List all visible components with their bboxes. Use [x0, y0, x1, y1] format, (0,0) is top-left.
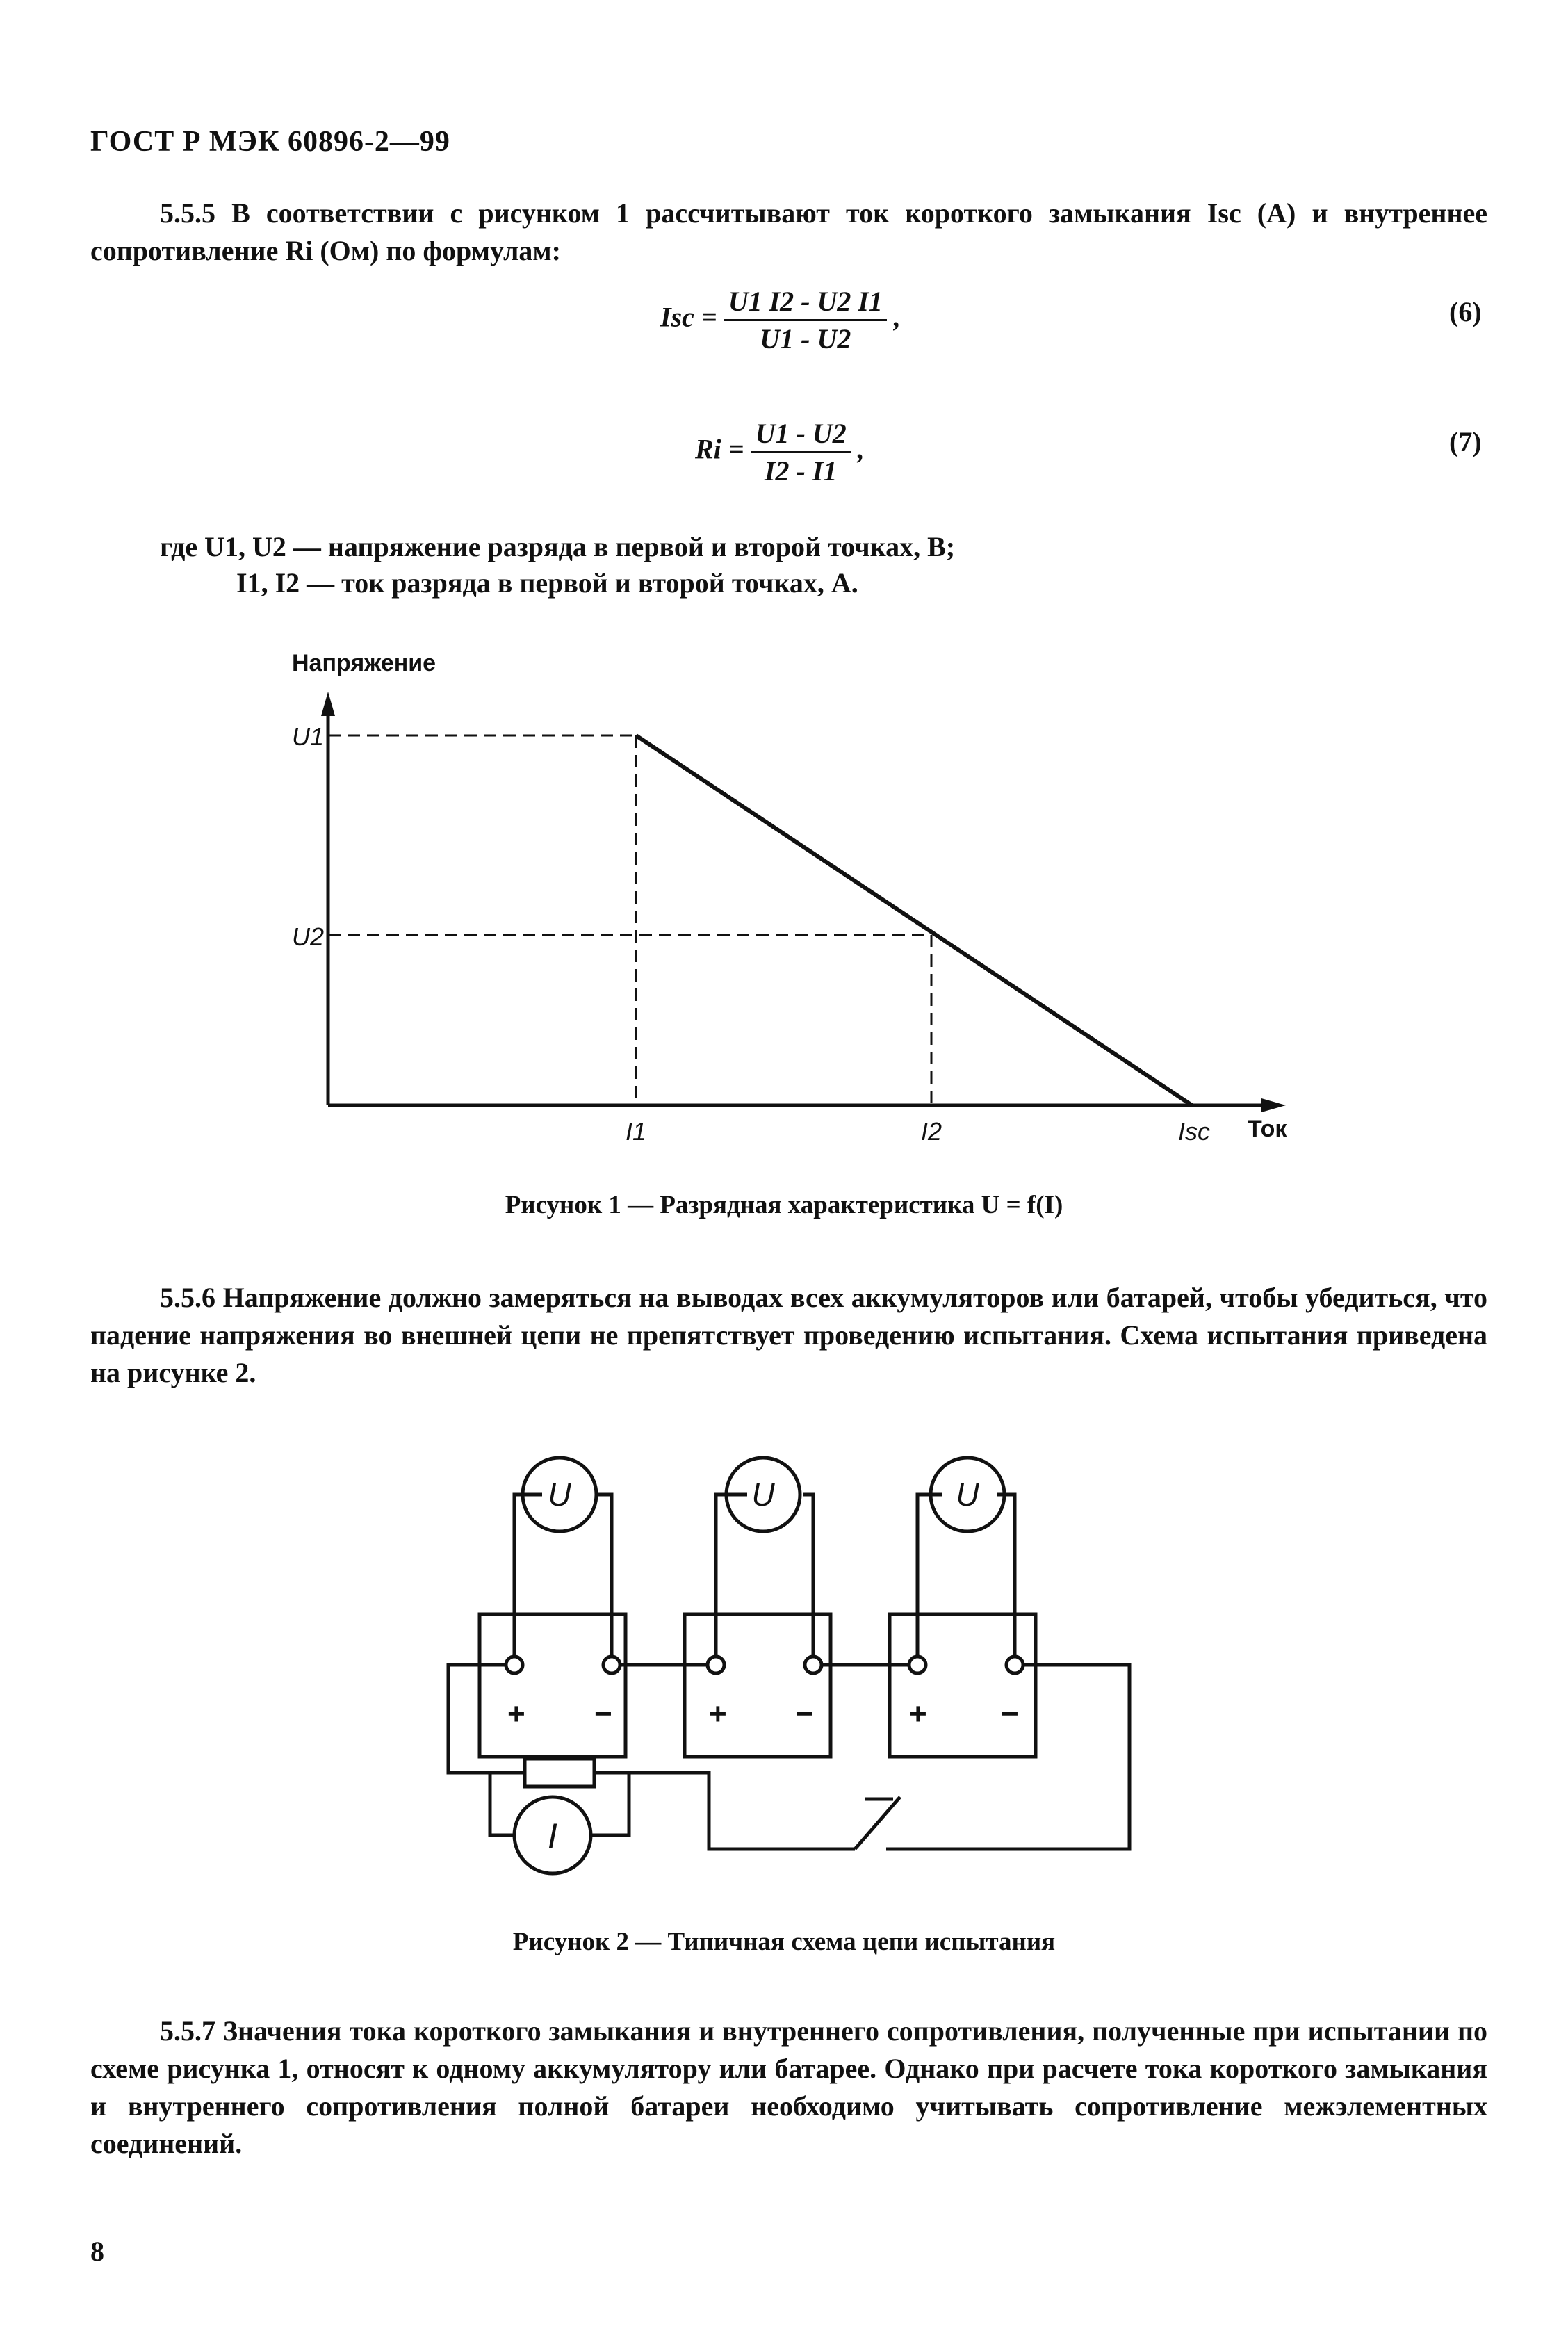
voltmeter-1-label: U: [548, 1476, 571, 1513]
equation-6-denominator: U1 - U2: [760, 323, 851, 355]
v2-lead-left: [716, 1495, 747, 1665]
paragraph-5-5-6-text: 5.5.6 Напряжение должно замеряться на выводах всех аккумуляторов или батарей, чтобы убедиться, что падение напряжения во внешней цепи не препятствует проведению испытания. Схема испытания приведена на рисунке 2.: [90, 1282, 1487, 1388]
equation-6-tail: ,: [893, 301, 901, 333]
where-line-1: где U1, U2 — напряжение разряда в первой и второй точках, В;: [160, 531, 956, 562]
equation-7-numerator: U1 - U2: [751, 417, 851, 453]
paragraph-5-5-7: [90, 2012, 1487, 2163]
terminal-3-plus: [909, 1657, 926, 1673]
equation-7-lhs: Ri =: [695, 433, 744, 465]
characteristic-line: [636, 735, 1192, 1105]
equation-6-number: (6): [1449, 296, 1482, 327]
cell-2-plus: +: [709, 1697, 727, 1731]
paragraph-5-5-5-text: 5.5.5 В соответствии с рисунком 1 рассчитывают ток короткого замыкания Isc (А) и внутреннее сопротивление Ri (Ом) по формулам:: [90, 197, 1487, 266]
v3-lead-right: [997, 1495, 1015, 1665]
page-number: 8: [90, 2236, 104, 2267]
cell-3-minus: −: [1001, 1697, 1019, 1731]
tick-i1: I1: [626, 1117, 647, 1146]
equation-7-denominator: I2 - I1: [764, 455, 838, 487]
y-axis-arrow: [321, 692, 335, 716]
v3-lead-left: [917, 1495, 942, 1665]
equation-6-fraction: [724, 285, 887, 355]
voltmeter-3-label: U: [956, 1476, 979, 1513]
paragraph-5-5-5: [90, 195, 1487, 270]
equation-6: [660, 285, 901, 355]
equation-7-number: (7): [1449, 426, 1482, 457]
chart-ylabel: Напряжение: [292, 650, 436, 676]
v2-lead-right: [803, 1495, 813, 1665]
tick-u1: U1: [292, 722, 325, 751]
terminal-1-minus: [603, 1657, 620, 1673]
cell-1: [480, 1614, 626, 1757]
where-line-2: I1, I2 — ток разряда в первой и второй точках, А.: [236, 567, 858, 599]
chart-xlabel: Ток: [1248, 1116, 1287, 1142]
equation-6-numerator: U1 I2 - U2 I1: [724, 285, 887, 321]
switch-blade: [855, 1797, 900, 1849]
v1-lead-left: [514, 1495, 542, 1665]
figure-1-chart: [0, 626, 1568, 1182]
figure-2-caption: Рисунок 2 — Типичная схема цепи испытания: [512, 1928, 1056, 1956]
voltmeter-2-label: U: [751, 1476, 775, 1513]
cell-2-minus: −: [796, 1697, 814, 1731]
equation-7-tail: ,: [857, 433, 865, 465]
paragraph-5-5-7-text: 5.5.7 Значения тока короткого замыкания и внутреннего сопротивления, полученные при испытании по схеме рисунка 1, относят к одному аккумулятору или батарее. Однако при расчете тока короткого замыкания и внутреннего сопротивления полной батареи необходимо учитывать сопротивление межэлементных соединений.: [90, 2015, 1487, 2159]
cell-2: [685, 1614, 831, 1757]
terminal-2-plus: [708, 1657, 724, 1673]
terminal-2-minus: [805, 1657, 822, 1673]
paragraph-5-5-6: [90, 1279, 1487, 1392]
figure-2-circuit: [0, 1432, 1568, 1884]
tick-isc: Isc: [1178, 1117, 1211, 1146]
equation-6-lhs: Isc =: [660, 301, 717, 333]
ammeter-lead-left: [490, 1773, 514, 1835]
v1-lead-right: [598, 1495, 612, 1665]
cell-3-plus: +: [909, 1697, 927, 1731]
terminal-3-minus: [1006, 1657, 1023, 1673]
equation-7-fraction: [751, 417, 851, 487]
document-header: ГОСТ Р МЭК 60896-2—99: [90, 126, 450, 158]
cell-1-plus: +: [507, 1697, 525, 1731]
ammeter-lead-right: [591, 1773, 629, 1835]
cell-1-minus: −: [594, 1697, 612, 1731]
terminal-1-plus: [506, 1657, 523, 1673]
figure-1-caption: Рисунок 1 — Разрядная характеристика U = f(I): [505, 1191, 1063, 1219]
x-axis-arrow: [1261, 1098, 1286, 1112]
ammeter-label: I: [548, 1816, 557, 1855]
loop-bottom-left: [594, 1773, 855, 1849]
resistor: [525, 1759, 594, 1787]
tick-i2: I2: [921, 1117, 942, 1146]
equation-7: [695, 417, 865, 487]
tick-u2: U2: [292, 922, 325, 951]
